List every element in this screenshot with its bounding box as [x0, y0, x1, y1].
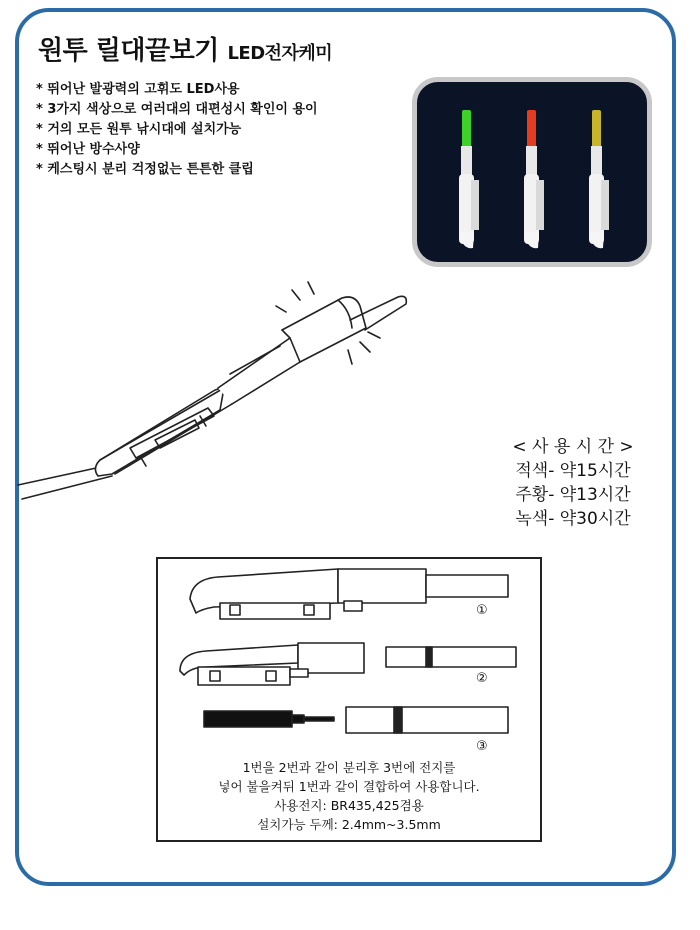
battery-spec: 사용전지: BR435,425겸용 [274, 798, 424, 813]
feature-list [36, 80, 318, 180]
usage-time-heading: < 사 용 시 간 > [512, 437, 634, 457]
title-sub: LED전자케미 [227, 43, 333, 64]
assembly-drawing [158, 559, 540, 759]
step-number-2: ② [476, 671, 488, 686]
step-number-3: ③ [476, 739, 488, 754]
instruction-line: 넣어 불을켜뒤 1번과 같이 결합하여 사용합니다. [218, 779, 480, 794]
usage-time-panel [488, 435, 658, 531]
feature-item: * 3가지 색상으로 여러대의 대편성시 확인이 용이 [36, 100, 318, 120]
led-sticks-image [417, 82, 647, 262]
feature-item: * 뛰어난 발광력의 고휘도 LED사용 [36, 80, 318, 100]
feature-item: * 케스팅시 분리 걱정없는 튼튼한 클립 [36, 160, 318, 180]
feature-item: * 뛰어난 방수사양 [36, 140, 318, 160]
instructions-text [156, 758, 542, 834]
usage-time-item: 적색- 약15시간 [515, 461, 631, 481]
feature-item: * 거의 모든 원투 낚시대에 설치가능 [36, 120, 318, 140]
red-led-stick [524, 110, 544, 248]
instruction-line: 1번을 2번과 같이 분리후 3번에 전지를 [242, 760, 456, 775]
step-number-1: ① [476, 603, 488, 618]
page-title [38, 30, 332, 67]
usage-time-item: 녹색- 약30시간 [515, 509, 631, 529]
title-main: 원투 릴대끝보기 [38, 36, 219, 66]
product-photo [412, 77, 652, 267]
usage-time-item: 주황- 약13시간 [515, 485, 631, 505]
yellow-led-stick [589, 110, 609, 248]
green-led-stick [459, 110, 479, 248]
thickness-spec: 설치가능 두께: 2.4mm~3.5mm [257, 817, 441, 832]
